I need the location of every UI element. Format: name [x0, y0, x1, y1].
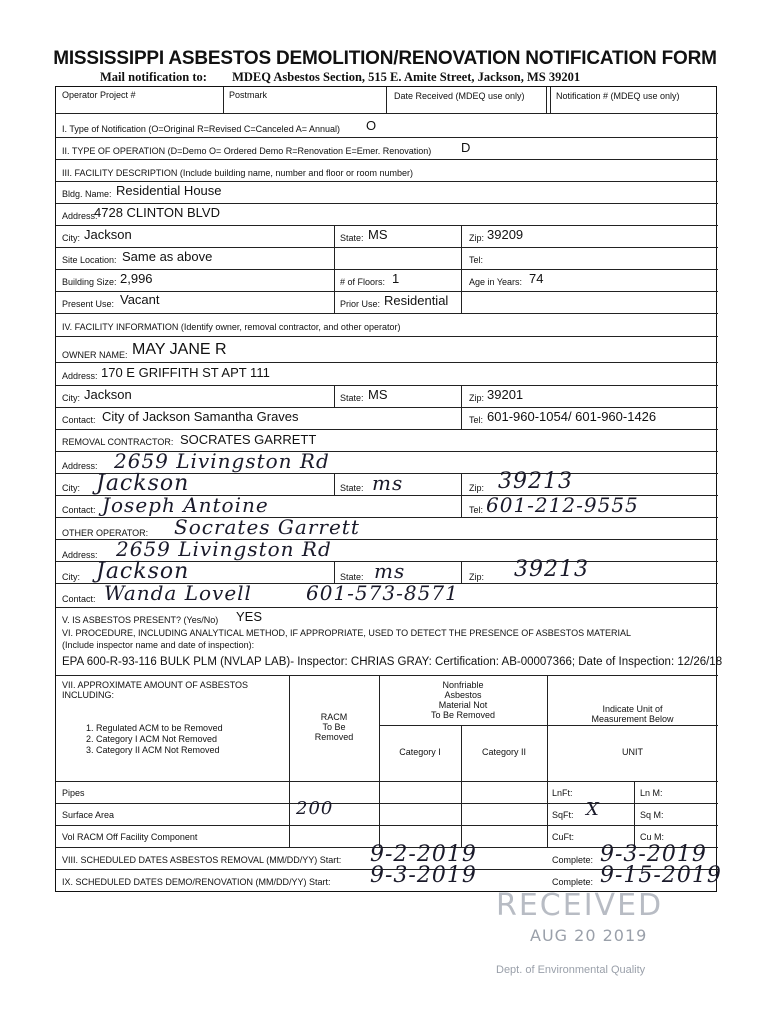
oo-city-value: Jackson [96, 559, 190, 584]
owner-state-label: State: [340, 393, 364, 403]
demo-complete-label: Complete: [552, 877, 594, 887]
rc-address-value: 2659 Livingston Rd [114, 449, 330, 473]
demo-start-date: 9-3-2019 [370, 863, 477, 888]
rc-city-value: Jackson [96, 471, 190, 496]
oo-address-label: Address: [62, 550, 98, 560]
amount-item-2: 2. Category I ACM Not Removed [86, 734, 218, 744]
rc-state-value: ms [372, 471, 404, 495]
type-of-notification-label: I. Type of Notification (O=Original R=Revised C=Canceled A= Annual) [62, 124, 340, 134]
row-surface-racm: 200 [296, 798, 334, 819]
oo-address-value: 2659 Livingston Rd [116, 537, 332, 561]
facility-state-label: State: [340, 233, 364, 243]
prior-use-label: Prior Use: [340, 299, 381, 309]
mail-address: MDEQ Asbestos Section, 515 E. Amite Street, Jackson, MS 39201 [232, 70, 581, 84]
amount-item-3: 3. Category II ACM Not Removed [86, 745, 220, 755]
type-of-operation-label: II. TYPE OF OPERATION (D=Demo O= Ordered Demo R=Renovation E=Emer. Renovation) [62, 146, 432, 156]
oo-tel-value: 601-573-8571 [306, 581, 459, 605]
rc-city-label: City: [62, 483, 80, 493]
facility-information-label: IV. FACILITY INFORMATION (Identify owner, removal contractor, and other operator) [62, 322, 401, 332]
facility-tel-label: Tel: [469, 255, 484, 265]
facility-address-label: Address: [62, 211, 98, 221]
floors-label: # of Floors: [340, 277, 386, 287]
facility-description-label: III. FACILITY DESCRIPTION (Include building name, number and floor or room number) [62, 168, 413, 178]
category-1-header: Category I [399, 747, 441, 757]
owner-contact-label: Contact: [62, 415, 96, 425]
age-label: Age in Years: [469, 277, 523, 287]
amount-label-2: INCLUDING: [62, 690, 115, 700]
rc-contact-value: Joseph Antoine [102, 493, 269, 517]
procedure-sublabel: (Include inspector name and date of inspection): [62, 640, 255, 650]
asbestos-present-label: V. IS ASBESTOS PRESENT? (Yes/No) [62, 615, 219, 625]
owner-address-label: Address: [62, 371, 98, 381]
demo-dates-label: IX. SCHEDULED DATES DEMO/RENOVATION (MM/DD/YY) Start: [62, 877, 331, 887]
floors-value: 1 [392, 271, 400, 286]
oo-state-value: ms [374, 559, 406, 583]
owner-zip-label: Zip: [469, 393, 485, 403]
oo-contact-value: Wanda Lovell [104, 581, 252, 605]
site-location-label: Site Location: [62, 255, 117, 265]
unit-header: Indicate Unit of Measurement Below [591, 704, 674, 724]
removal-complete-label: Complete: [552, 855, 594, 865]
oo-contact-label: Contact: [62, 594, 96, 604]
removal-complete-date: 9-3-2019 [600, 842, 707, 867]
category-2-header: Category II [481, 747, 527, 757]
removal-contractor-value: SOCRATES GARRETT [180, 432, 317, 447]
rc-state-label: State: [340, 483, 364, 493]
other-operator-value: Socrates Garrett [174, 515, 360, 539]
other-operator-label: OTHER OPERATOR: [62, 528, 149, 538]
rc-address-label: Address: [62, 461, 98, 471]
row-surface-unit1: SqFt: [552, 810, 574, 820]
owner-zip-value: 39201 [487, 387, 524, 402]
amount-label-1: VII. APPROXIMATE AMOUNT OF ASBESTOS [62, 680, 249, 690]
owner-address-value: 170 E GRIFFITH ST APT 111 [101, 365, 270, 380]
demo-complete-date: 9-15-2019 [600, 863, 722, 888]
row-pipes-unit1: LnFt: [552, 788, 573, 798]
row-vol-unit2: Cu M: [640, 832, 665, 842]
facility-zip-label: Zip: [469, 233, 485, 243]
facility-city-label: City: [62, 233, 80, 243]
facility-zip-value: 39209 [487, 227, 524, 242]
owner-city-label: City: [62, 393, 80, 403]
type-of-notification-value: O [366, 118, 377, 133]
owner-city-value: Jackson [84, 387, 132, 402]
date-received-label: Date Received (MDEQ use only) [394, 91, 525, 101]
row-vol-label: Vol RACM Off Facility Component [62, 832, 198, 842]
owner-name-label: OWNER NAME: [62, 350, 128, 360]
postmark-label: Postmark [229, 90, 268, 100]
mail-label: Mail notification to: [100, 70, 207, 84]
facility-city-value: Jackson [84, 227, 132, 242]
building-size-value: 2,996 [120, 271, 153, 286]
prior-use-value: Residential [384, 293, 449, 308]
rc-tel-label: Tel: [469, 505, 484, 515]
row-surface-unit-mark: X [586, 799, 600, 820]
oo-city-label: City: [62, 572, 80, 582]
row-pipes-label: Pipes [62, 788, 85, 798]
type-of-operation-value: D [461, 140, 471, 155]
row-surface-unit2: Sq M: [640, 810, 664, 820]
received-stamp: RECEIVED [496, 888, 664, 923]
rc-zip-value: 39213 [498, 469, 573, 494]
asbestos-present-value: YES [236, 609, 263, 624]
site-location-value: Same as above [122, 249, 213, 264]
form-title: MISSISSIPPI ASBESTOS DEMOLITION/RENOVATION NOTIFICATION FORM [53, 48, 717, 69]
row-vol-unit1: CuFt: [552, 832, 575, 842]
bldg-name-value: Residential House [116, 183, 222, 198]
owner-tel-label: Tel: [469, 415, 484, 425]
nonfriable-header: Nonfriable Asbestos Material Not To Be Removed [430, 680, 496, 720]
removal-contractor-label: REMOVAL CONTRACTOR: [62, 437, 174, 447]
owner-contact-value: City of Jackson Samantha Graves [102, 409, 299, 424]
present-use-value: Vacant [120, 292, 160, 307]
bldg-name-label: Bldg. Name: [62, 189, 112, 199]
row-pipes-unit2: Ln M: [640, 788, 663, 798]
rc-contact-label: Contact: [62, 505, 96, 515]
row-surface-label: Surface Area [62, 810, 115, 820]
notification-form [55, 86, 723, 892]
operator-project-label: Operator Project # [62, 90, 136, 100]
rc-zip-label: Zip: [469, 483, 485, 493]
oo-zip-value: 39213 [514, 557, 589, 582]
owner-name-value: MAY JANE R [132, 341, 227, 358]
dept-stamp: Dept. of Environmental Quality [496, 964, 646, 976]
facility-state-value: MS [368, 227, 388, 242]
facility-address-value: 4728 CLINTON BLVD [94, 205, 220, 220]
procedure-label: VI. PROCEDURE, INCLUDING ANALYTICAL METHOD, IF APPROPRIATE, USED TO DETECT THE PRESENCE OF ASBESTOS MATERIAL [62, 628, 631, 638]
received-date-stamp: AUG 20 2019 [530, 926, 648, 945]
owner-tel-value: 601-960-1054/ 601-960-1426 [487, 409, 657, 424]
owner-state-value: MS [368, 387, 388, 402]
removal-dates-label: VIII. SCHEDULED DATES ASBESTOS REMOVAL (MM/DD/YY) Start: [62, 855, 342, 865]
unit-column-header: UNIT [622, 747, 643, 757]
age-value: 74 [529, 271, 544, 286]
procedure-value: EPA 600-R-93-116 BULK PLM (NVLAP LAB)- Inspector: CHRIAS GRAY: Certification: AB-00007366; Date of Inspection: 12/26/18 [62, 656, 723, 668]
present-use-label: Present Use: [62, 299, 115, 309]
removal-start-date: 9-2-2019 [370, 842, 477, 867]
amount-item-1: 1. Regulated ACM to be Removed [86, 723, 223, 733]
notification-number-label: Notification # (MDEQ use only) [556, 91, 680, 101]
building-size-label: Building Size: [62, 277, 117, 287]
rc-tel-value: 601-212-9555 [486, 493, 639, 517]
oo-state-label: State: [340, 572, 364, 582]
mail-notification [100, 70, 580, 85]
oo-zip-label: Zip: [469, 572, 485, 582]
racm-header: RACM To Be Removed [314, 712, 354, 742]
